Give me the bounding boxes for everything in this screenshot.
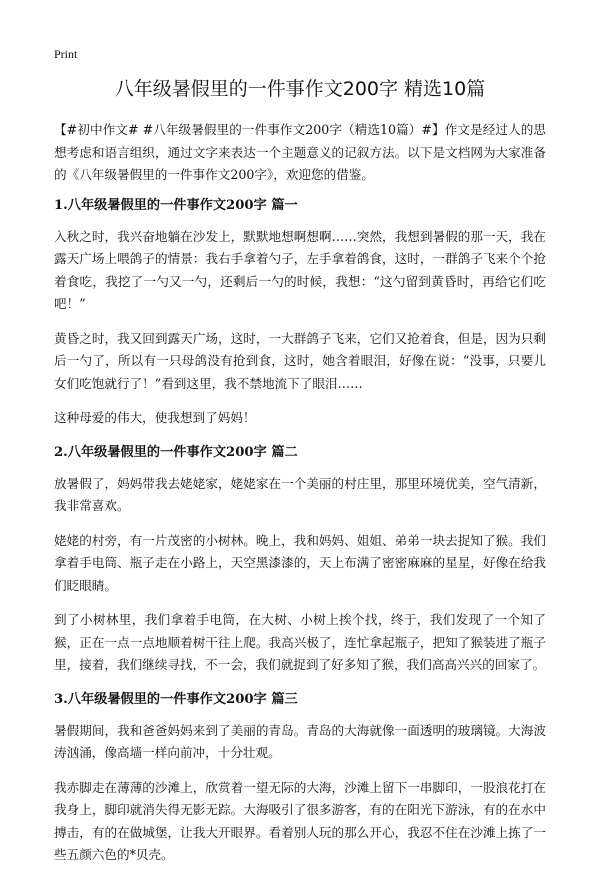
section-heading: 2.八年级暑假里的一件事作文200字 篇二 (54, 444, 298, 460)
paragraph: 这种母爱的伟大，使我想到了妈妈！ (54, 410, 256, 425)
section-3 (54, 689, 546, 867)
paragraph: 我赤脚走在薄薄的沙滩上，欣赏着一望无际的大海，沙滩上留下一串脚印，一股浪花打在我身上，脚印就消失得无影无踪。大海吸引了很多游客，有的在阳光下游泳，有的在水中搏击，有的在做城堡，让我大开眼界。看着别人玩的那么开心，我忍不住在沙滩上拣了一些五颜六色的*贝壳。 (54, 779, 546, 862)
intro-paragraph: 【#初中作文# #八年级暑假里的一件事作文200字（精选10篇）#】作文是经过人的思想考虑和语言组织，通过文字来表达一个主题意义的记叙方法。以下是文档网为大家准备的《八年级暑假里的一件事作文200字》，欢迎您的借鉴。 (54, 122, 546, 182)
section-2 (54, 442, 546, 677)
section-heading: 1.八年级暑假里的一件事作文200字 篇一 (54, 197, 298, 213)
paragraph: 黄昏之时，我又回到露天广场，这时，一大群鸽子飞来，它们又抢着食，但是，因为只剩后一勺了，所以有一只母鸽没有抢到食，这时，她含着眼泪，好像在说：“没事，只要儿女们吃饱就行了！”看到这里，我不禁地流下了眼泪…… (54, 330, 546, 391)
section-1 (54, 195, 546, 430)
paragraph: 暑假期间，我和爸爸妈妈来到了美丽的青岛。青岛的大海就像一面透明的玻璃镜。大海波涛汹涌，像高墙一样向前冲，十分壮观。 (54, 722, 546, 760)
print-link[interactable]: Print (54, 47, 78, 61)
section-heading: 3.八年级暑假里的一件事作文200字 篇三 (54, 691, 298, 707)
paragraph: 到了小树林里，我们拿着手电筒，在大树、小树上挨个找，终于，我们发现了一个知了猴，正在一点一点地顺着树干往上爬。我高兴极了，连忙拿起瓶子，把知了猴装进了瓶子里，接着，我们继续寻找，不一会，我们就捉到了好多知了猴，我们高高兴兴的回家了。 (54, 612, 546, 672)
paragraph: 放暑假了，妈妈带我去姥姥家，姥姥家在一个美丽的村庄里，那里环境优美，空气清新，我非常喜欢。 (54, 475, 546, 513)
paragraph: 入秋之时，我兴奋地躺在沙发上，默默地想啊想啊……突然，我想到暑假的那一天，我在露天广场上喂鸽子的情景：我右手拿着勺子，左手拿着鸽食，这时，一群鸽子飞来个个抢着食吃，我挖了一勺又一勺，还剩后一勺的时候，我想：“这勺留到黄昏时，再给它们吃吧！” (54, 228, 546, 311)
paragraph: 姥姥的村旁，有一片茂密的小树林。晚上，我和妈妈、姐姐、弟弟一块去捉知了猴。我们拿着手电筒、瓶子走在小路上，天空黑漆漆的，天上布满了密密麻麻的星星，好像在给我们眨眼睛。 (54, 532, 546, 593)
page-title: 八年级暑假里的一件事作文200字 精选10篇 (114, 78, 486, 100)
document-body (54, 119, 546, 879)
